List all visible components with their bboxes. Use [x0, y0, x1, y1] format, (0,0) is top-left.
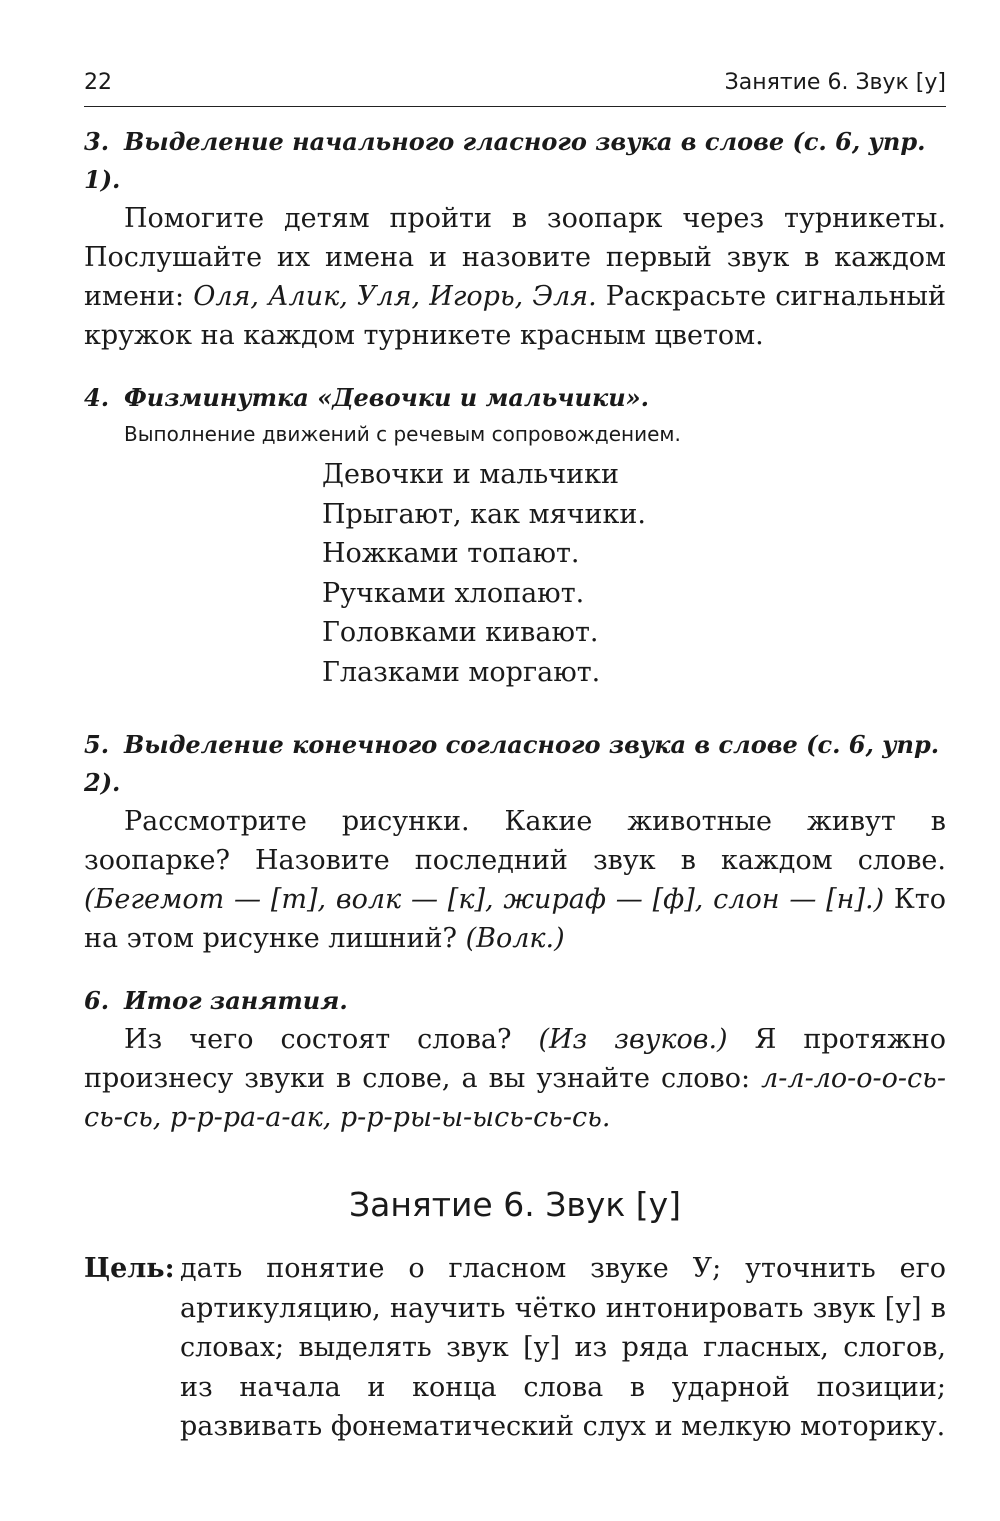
page-header	[84, 70, 946, 107]
paragraph-italic: л-л-ло-о-о-сь-сь-сь, р-р-ра-а-ак, р-р-ры-ы-ысь-сь-сь.	[84, 1063, 946, 1133]
paragraph-text: Из чего состоят слова?	[124, 1024, 539, 1055]
page-number: 22	[84, 70, 112, 95]
paragraph-text: Я протяжно произнесу звуки в слове, а вы узнайте слово:	[84, 1024, 946, 1094]
poem-line: Прыгают, как мячики.	[322, 498, 646, 530]
section-number: 6.	[84, 986, 110, 1015]
poem-line: Ручками хлопают.	[322, 577, 585, 609]
section-heading: Физминутка «Девочки и мальчики».	[124, 383, 649, 412]
section-6	[84, 982, 946, 1137]
section-5	[84, 726, 946, 958]
section-number: 4.	[84, 383, 110, 412]
paragraph-italic: (Бегемот — [т], волк — [к], жираф — [ф], слон — [н].)	[84, 884, 885, 915]
goal-label: Цель:	[84, 1253, 175, 1284]
poem	[84, 455, 946, 692]
paragraph-italic: Оля, Алик, Уля, Игорь, Эля.	[193, 281, 597, 312]
paragraph-text: Рассмотрите рисунки. Какие животные живут в зоопарке? Назовите последний звук в каждом слове.	[84, 806, 946, 876]
poem-line: Девочки и мальчики	[322, 459, 619, 490]
section-heading: Выделение начального гласного звука в слове (с. 6, упр. 1).	[84, 127, 926, 194]
section-title	[84, 379, 946, 417]
paragraph-text: Раскрасьте сигнальный кружок на каждом турникете красным цветом.	[84, 281, 946, 351]
paragraph-italic: (Из звуков.)	[538, 1024, 728, 1055]
lesson-goal	[84, 1249, 946, 1447]
book-page	[84, 70, 946, 1447]
goal-text: дать понятие о гласном звуке У; уточнить его артикуляцию, научить чётко интонировать звук [у] в словах; выделять звук [у] из ряда гласных, слогов, из начала и конца слова в ударной позиции; развивать фонематический слух и мелкую моторику.	[180, 1253, 946, 1442]
poem-line: Глазками моргают.	[322, 656, 601, 688]
poem-line: Головками кивают.	[322, 617, 599, 648]
paragraph-text: Помогите детям пройти в зоопарк через турникеты. Послушайте их имена и назовите первый звук в каждом имени:	[84, 203, 946, 312]
section-number: 3.	[84, 127, 110, 156]
section-3	[84, 123, 946, 355]
section-paragraph	[84, 1020, 946, 1137]
section-paragraph	[84, 199, 946, 355]
section-heading: Выделение конечного согласного звука в слове (с. 6, упр. 2).	[84, 730, 940, 797]
paragraph-text: Кто на этом рисунке лишний?	[84, 884, 947, 954]
section-number: 5.	[84, 730, 110, 759]
section-title	[84, 726, 946, 802]
lesson-title: Занятие 6. Звук [у]	[348, 1185, 682, 1224]
poem-line: Ножками топают.	[322, 538, 580, 569]
section-title	[84, 982, 946, 1020]
section-paragraph	[84, 802, 946, 958]
section-heading: Итог занятия.	[124, 986, 348, 1015]
section-4	[84, 379, 946, 692]
paragraph-italic: (Волк.)	[465, 923, 565, 954]
section-note: Выполнение движений с речевым сопровождением.	[124, 422, 681, 446]
running-title: Занятие 6. Звук [у]	[724, 70, 946, 95]
section-title	[84, 123, 946, 199]
